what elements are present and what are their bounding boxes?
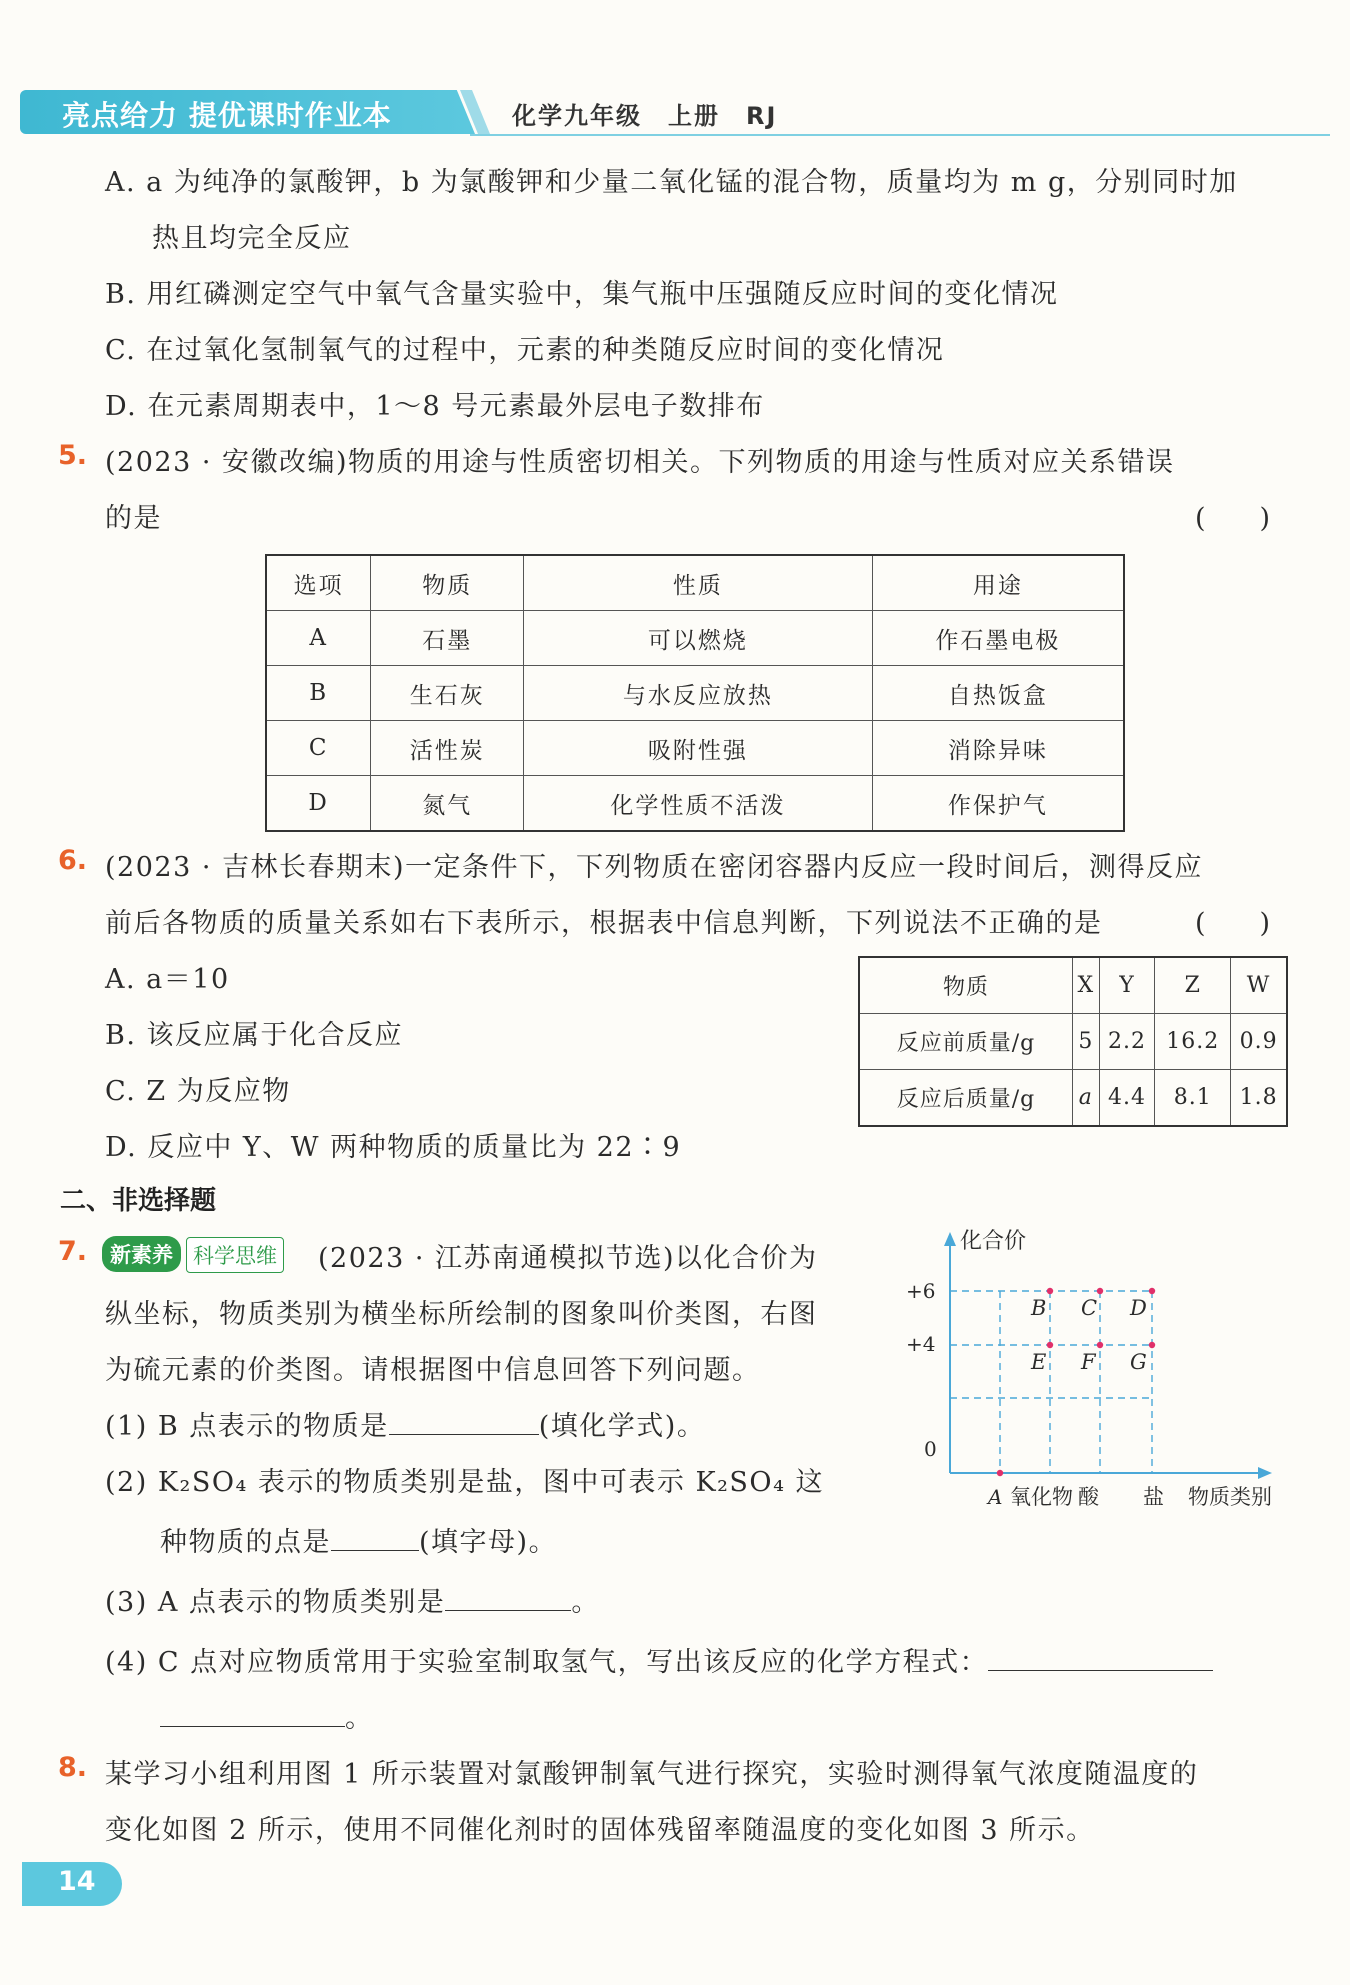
x-label-a: A — [988, 1485, 1003, 1509]
q7-stem-line2: 纵坐标，物质类别为横坐标所绘制的图象叫价类图，右图 — [105, 1299, 818, 1330]
q5-table — [265, 554, 1125, 832]
table-cell: 作石墨电极 — [872, 611, 1124, 666]
table-cell: 2.2 — [1099, 1014, 1155, 1070]
table-cell: B — [266, 666, 371, 721]
q7-sub4-text: (4) C 点对应物质常用于实验室制取氢气，写出该反应的化学方程式： — [105, 1647, 989, 1678]
table-cell: 化学性质不活泼 — [524, 776, 873, 832]
q4-option-a-line1: A. a 为纯净的氯酸钾，b 为氯酸钾和少量二氧化锰的混合物，质量均为 m g，分别同时加 — [105, 167, 1238, 198]
x-label-salt: 盐 — [1143, 1485, 1164, 1509]
y-tick-label: +4 — [906, 1332, 936, 1356]
q4-option-a-line2: 热且均完全反应 — [152, 223, 352, 254]
point-label-d: D — [1130, 1296, 1147, 1320]
q6-option-c: C. Z 为反应物 — [105, 1076, 291, 1107]
point-a — [997, 1470, 1003, 1476]
point-label-e: E — [1031, 1350, 1047, 1374]
table-cell: a — [1073, 1070, 1100, 1127]
table-cell: 0.9 — [1231, 1014, 1287, 1070]
table-row — [859, 1070, 1287, 1127]
table-cell: 活性炭 — [371, 721, 524, 776]
q7-badge-science-thinking: 科学思维 — [186, 1237, 284, 1273]
table-cell: 1.8 — [1231, 1070, 1287, 1127]
table-row — [266, 611, 1124, 666]
table-cell: A — [266, 611, 371, 666]
point-d — [1149, 1288, 1155, 1294]
table-header-cell: X — [1073, 957, 1100, 1014]
q4-option-c: C. 在过氧化氢制氧气的过程中，元素的种类随反应时间的变化情况 — [105, 335, 945, 366]
q7-sub1 — [105, 1404, 705, 1443]
table-cell: 可以燃烧 — [524, 611, 873, 666]
q7-stem-line1: (2023 · 江苏南通模拟节选)以化合价为 — [318, 1243, 818, 1274]
q6-table — [858, 956, 1288, 1127]
q7-sub4 — [105, 1640, 1213, 1679]
point-label-c: C — [1081, 1296, 1098, 1320]
q4-option-b: B. 用红磷测定空气中氧气含量实验中，集气瓶中压强随反应时间的变化情况 — [105, 279, 1059, 310]
point-g — [1149, 1342, 1155, 1348]
table-cell: D — [266, 776, 371, 832]
q7-stem-line3: 为硫元素的价类图。请根据图中信息回答下列问题。 — [105, 1355, 761, 1386]
sulfur-valence-diagram — [900, 1228, 1300, 1518]
page-header — [20, 90, 1310, 138]
y-axis-arrow — [944, 1232, 956, 1246]
table-header-cell: 性质 — [524, 555, 873, 611]
point-b — [1047, 1288, 1053, 1294]
q5-stem-line1: (2023 · 安徽改编)物质的用途与性质密切相关。下列物质的用途与性质对应关系错误 — [105, 447, 1175, 478]
point-label-g: G — [1130, 1350, 1147, 1374]
q7-sub2-line2 — [160, 1520, 557, 1559]
q6-number: 6. — [58, 845, 88, 876]
table-header-cell: W — [1231, 957, 1287, 1014]
q7-sub3-end: 。 — [571, 1587, 600, 1618]
table-header-cell: 物质 — [371, 555, 524, 611]
table-cell: 作保护气 — [872, 776, 1124, 832]
table-cell: 石墨 — [371, 611, 524, 666]
q6-answer-paren: ( ) — [1195, 908, 1271, 939]
table-cell: 5 — [1073, 1014, 1100, 1070]
x-axis-arrow — [1258, 1467, 1272, 1479]
q8-number: 8. — [58, 1752, 88, 1783]
table-header-cell: 物质 — [859, 957, 1073, 1014]
header-brand: 亮点给力 提优课时作业本 — [62, 99, 392, 132]
q7-badge-new-literacy: 新素养 — [102, 1236, 181, 1272]
table-cell: 消除异味 — [872, 721, 1124, 776]
table-header-cell: Y — [1099, 957, 1155, 1014]
q6-stem-line2: 前后各物质的质量关系如右下表所示，根据表中信息判断，下列说法不正确的是 — [105, 908, 1103, 939]
q7-sub3 — [105, 1580, 600, 1619]
table-header-cell: 用途 — [872, 555, 1124, 611]
q7-sub4-blank-1[interactable] — [988, 1670, 1213, 1671]
table-cell: 吸附性强 — [524, 721, 873, 776]
table-row — [859, 1014, 1287, 1070]
q8-stem-line1: 某学习小组利用图 1 所示装置对氯酸钾制氧气进行探究，实验时测得氧气浓度随温度的 — [105, 1759, 1199, 1790]
table-cell: 16.2 — [1155, 1014, 1231, 1070]
q7-sub2-hint: (填字母)。 — [419, 1527, 558, 1558]
table-header-cell: Z — [1155, 957, 1231, 1014]
table-header-cell: 选项 — [266, 555, 371, 611]
table-cell: 生石灰 — [371, 666, 524, 721]
table-row — [266, 776, 1124, 832]
table-cell: C — [266, 721, 371, 776]
table-cell: 8.1 — [1155, 1070, 1231, 1127]
q6-stem-line1: (2023 · 吉林长春期末)一定条件下，下列物质在密闭容器内反应一段时间后，测得反应 — [105, 852, 1204, 883]
table-header-row — [266, 555, 1124, 611]
q6-option-d: D. 反应中 Y、W 两种物质的质量比为 22∶9 — [105, 1132, 682, 1163]
q5-stem-line2: 的是 — [105, 503, 162, 534]
q7-sub2-blank[interactable] — [331, 1550, 419, 1551]
q8-stem-line2: 变化如图 2 所示，使用不同催化剂时的固体残留率随温度的变化如图 3 所示。 — [105, 1815, 1095, 1846]
y-axis-title: 化合价 — [960, 1229, 1027, 1254]
header-rule — [470, 134, 1330, 136]
section-title: 二、非选择题 — [60, 1186, 217, 1216]
q7-sub4-end: 。 — [345, 1703, 374, 1734]
point-c — [1097, 1288, 1103, 1294]
y-tick-label: +6 — [906, 1279, 936, 1303]
q6-option-b: B. 该反应属于化合反应 — [105, 1020, 404, 1051]
q5-answer-paren: ( ) — [1195, 503, 1271, 534]
q7-sub2-line1: (2) K₂SO₄ 表示的物质类别是盐，图中可表示 K₂SO₄ 这 — [105, 1467, 824, 1498]
x-label-oxide: 氧化物 — [1010, 1485, 1073, 1509]
point-f — [1097, 1342, 1103, 1348]
q7-sub2-text: 种物质的点是 — [160, 1527, 331, 1558]
y-tick-label: 0 — [924, 1437, 937, 1461]
point-e — [1047, 1342, 1053, 1348]
table-row — [266, 721, 1124, 776]
q7-sub3-text: (3) A 点表示的物质类别是 — [105, 1587, 446, 1618]
q5-number: 5. — [58, 440, 88, 471]
table-cell: 氮气 — [371, 776, 524, 832]
q7-sub1-hint: (填化学式)。 — [538, 1411, 706, 1442]
q7-sub3-blank[interactable] — [445, 1610, 571, 1611]
table-row — [266, 666, 1124, 721]
q7-sub4-line2 — [160, 1696, 374, 1735]
header-subject: 化学九年级 上册 RJ — [512, 102, 778, 130]
q4-option-d: D. 在元素周期表中，1～8 号元素最外层电子数排布 — [105, 391, 765, 422]
point-label-f: F — [1081, 1350, 1096, 1374]
q7-number: 7. — [58, 1236, 88, 1267]
x-axis-title: 物质类别 — [1188, 1485, 1272, 1509]
table-cell: 4.4 — [1099, 1070, 1155, 1127]
grid — [950, 1291, 1152, 1473]
q7-sub1-blank[interactable] — [389, 1434, 539, 1435]
point-label-b: B — [1031, 1296, 1047, 1320]
q7-sub4-blank-2[interactable] — [160, 1726, 345, 1727]
table-cell: 反应后质量/g — [859, 1070, 1073, 1127]
q7-sub1-text: (1) B 点表示的物质是 — [105, 1411, 389, 1442]
table-cell: 自热饭盒 — [872, 666, 1124, 721]
q6-option-a: A. a＝10 — [105, 964, 230, 995]
table-header-row — [859, 957, 1287, 1014]
x-label-acid: 酸 — [1078, 1485, 1099, 1509]
page-number: 14 — [58, 1866, 96, 1897]
table-cell: 与水反应放热 — [524, 666, 873, 721]
table-cell: 反应前质量/g — [859, 1014, 1073, 1070]
